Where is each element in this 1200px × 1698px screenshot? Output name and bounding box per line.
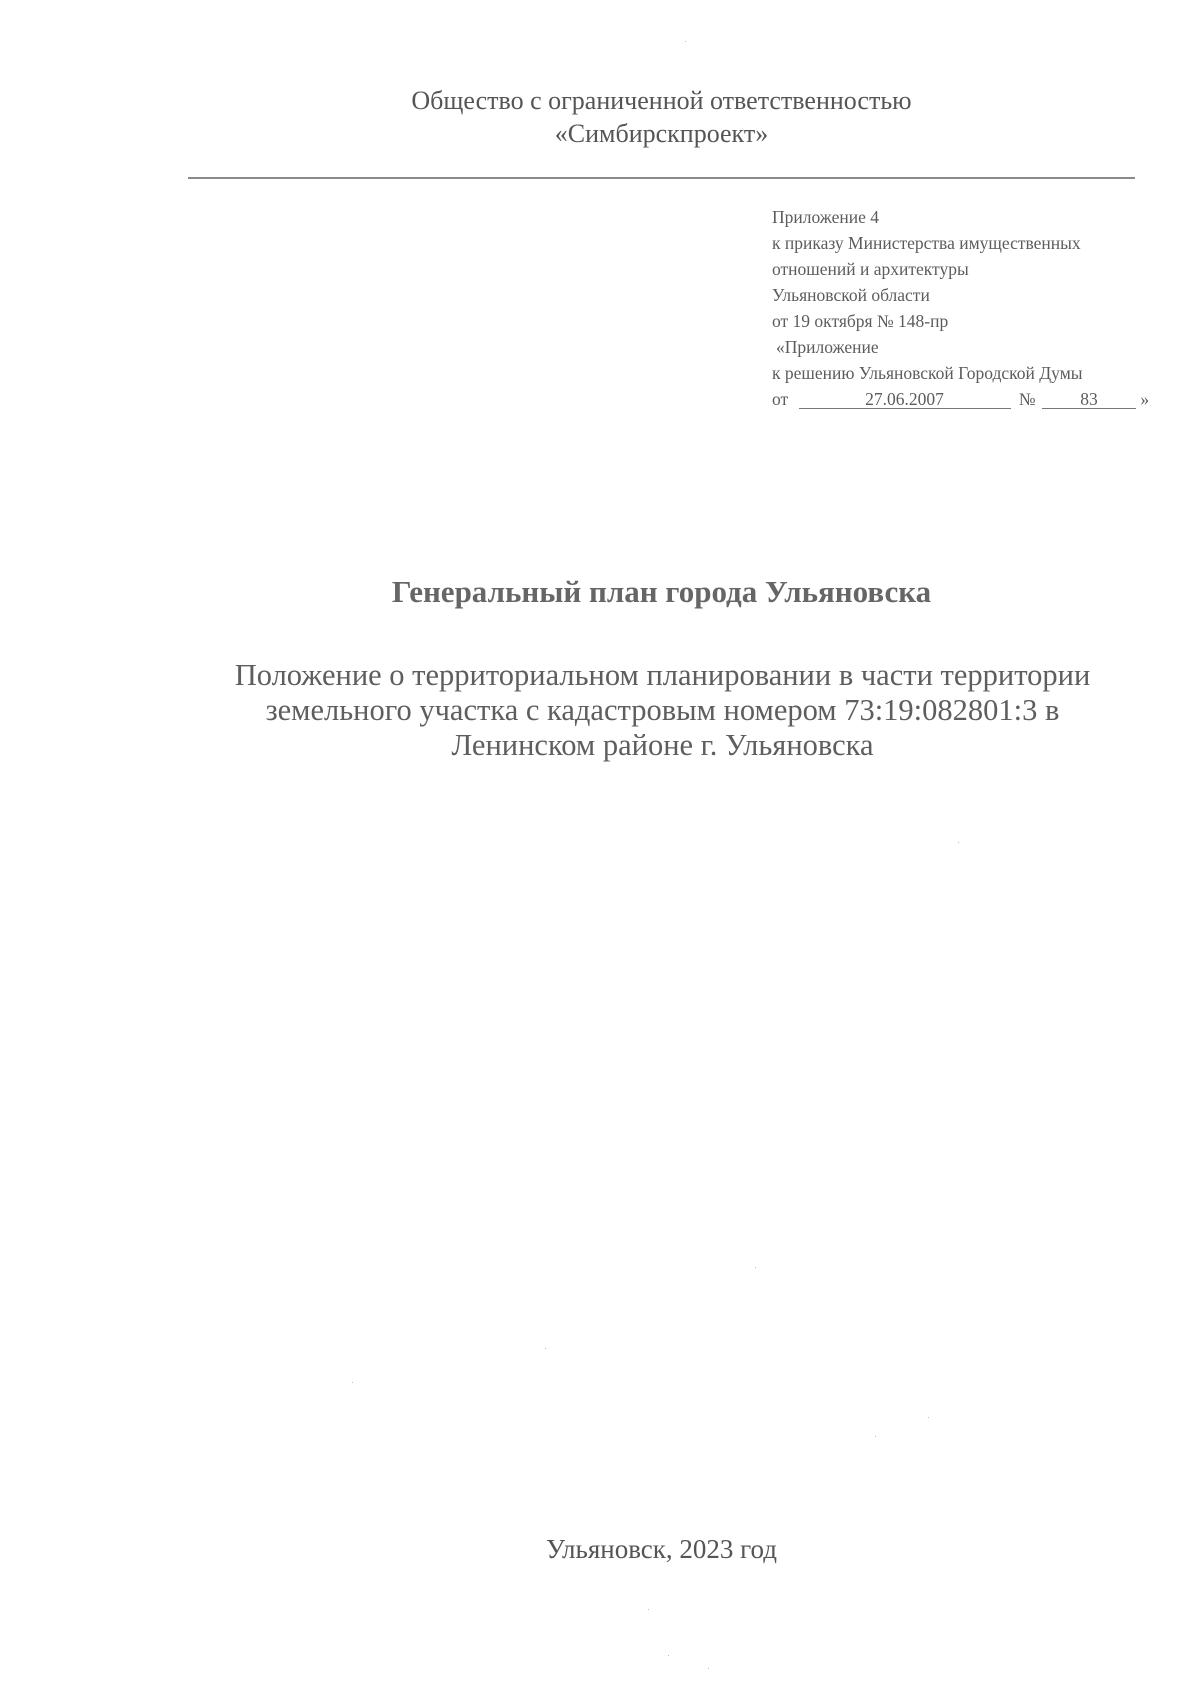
appendix-line: «Приложение [776, 337, 879, 357]
decision-number [1042, 390, 1136, 409]
scan-speck [668, 1655, 669, 1656]
appendix-line: отношений и архитектуры [772, 259, 969, 279]
scan-speck [875, 1436, 876, 1437]
number-sign: № [1018, 389, 1036, 409]
subtitle-line: Положение о территориальном планировании в части территории [234, 658, 1091, 692]
appendix-line: к приказу Министерства имущественных [772, 233, 1081, 253]
appendix-line: от 19 октября № 148-пр [772, 311, 949, 331]
appendix-line: Ульяновской области [772, 285, 930, 305]
appendix-line: к решению Ульяновской Городской Думы [772, 363, 1083, 383]
organization-header [188, 84, 1135, 150]
appendix-date-number-line [772, 386, 1149, 412]
header-divider [188, 177, 1135, 179]
closing-quote: » [1140, 389, 1150, 409]
scan-speck [352, 1382, 353, 1383]
date-prefix: от [772, 389, 789, 409]
decision-date [799, 390, 1011, 409]
subtitle-line: земельного участка с кадастровым номером 73:19:082801:3 в [265, 693, 1060, 727]
document-subtitle [190, 658, 1135, 763]
decision-number-value: 83 [1080, 389, 1098, 409]
subtitle-line: Ленинском районе г. Ульяновска [451, 728, 874, 762]
organization-name-line2: «Симбирскпроект» [554, 119, 769, 148]
appendix-reference-block [772, 204, 1149, 412]
document-title: Генеральный план города Ульяновска [391, 574, 932, 609]
decision-date-value: 27.06.2007 [865, 389, 944, 409]
place-and-year: Ульяновск, 2023 год [545, 1534, 778, 1564]
scan-speck [648, 1609, 649, 1610]
scan-speck [755, 1267, 756, 1268]
scan-speck [958, 842, 959, 843]
scan-speck [708, 1668, 709, 1669]
scan-speck [545, 1348, 546, 1349]
scan-speck [685, 41, 686, 42]
appendix-line: Приложение 4 [772, 207, 880, 227]
scan-speck [928, 1417, 929, 1418]
organization-name-line1: Общество с ограниченной ответственностью [411, 86, 912, 115]
